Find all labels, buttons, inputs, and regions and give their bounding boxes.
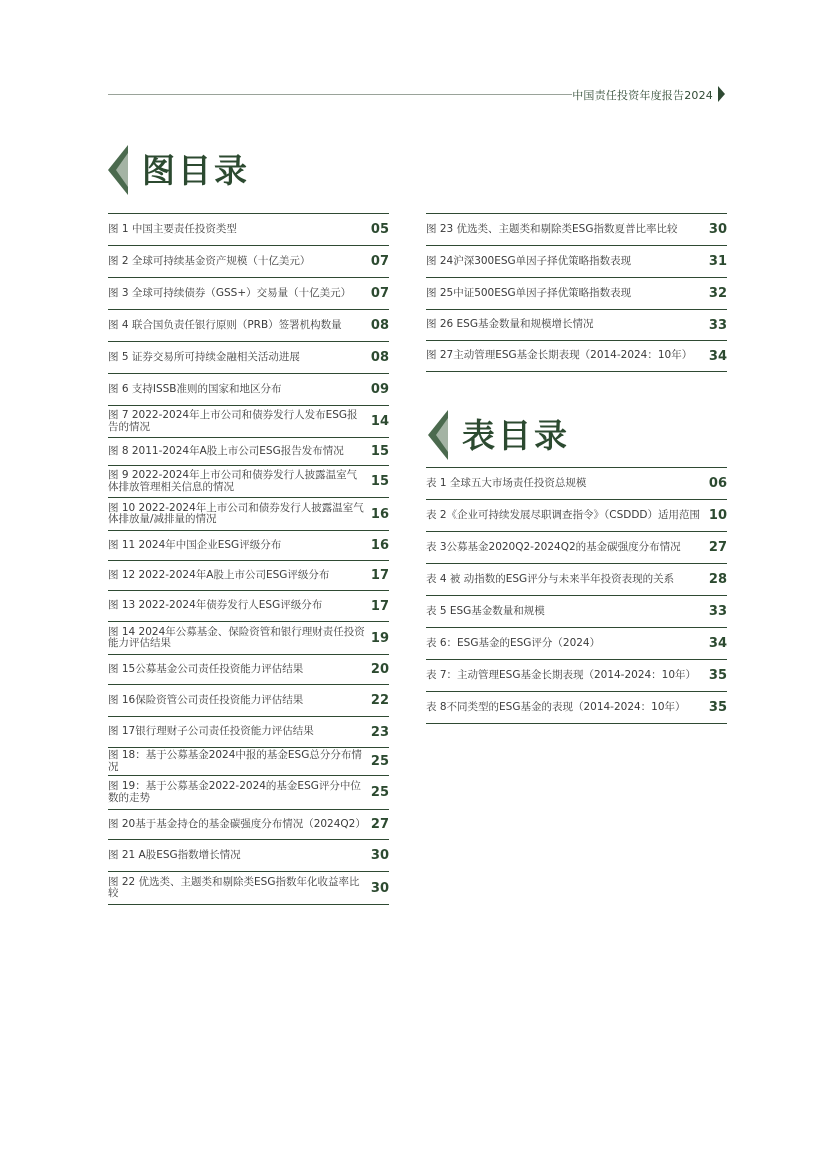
figure-entry[interactable]: [108, 531, 389, 561]
figure-entry-page-number: 30: [370, 848, 389, 863]
figure-entry-label: 图 1 中国主要责任投资类型: [108, 222, 237, 235]
table-entry[interactable]: [426, 564, 727, 596]
figure-entry-page-number: 22: [370, 693, 389, 708]
figure-entry-page-number: 25: [370, 754, 389, 769]
table-entry-page-number: 27: [708, 540, 727, 555]
figure-entry[interactable]: [108, 310, 389, 342]
figure-entry-page-number: 05: [370, 222, 389, 237]
figure-entry-page-number: 27: [370, 817, 389, 832]
figure-entry-label: 图 19：基于公募基金2022-2024的基金ESG评分中位数的走势: [108, 780, 361, 804]
figure-entry-label: 图 15公募基金公司责任投资能力评估结果: [108, 662, 304, 675]
figure-entry-page-number: 15: [370, 444, 389, 459]
figure-entry[interactable]: [108, 840, 389, 872]
figure-entry-label: 图 22 优选类、主题类和剔除类ESG指数年化收益率比较: [108, 875, 360, 899]
figure-entry[interactable]: [108, 622, 389, 655]
figure-entry-page-number: 08: [370, 318, 389, 333]
report-title: 中国责任投资年度报告2024: [572, 89, 713, 102]
table-entry-page-number: 33: [708, 604, 727, 619]
figure-entry-page-number: 17: [370, 568, 389, 583]
figure-entry-label: 图 5 证券交易所可持续金融相关活动进展: [108, 350, 300, 363]
figure-entry-page-number: 14: [370, 414, 389, 429]
figure-entry-page-number: 25: [370, 785, 389, 800]
figure-entry[interactable]: [426, 310, 727, 341]
figure-entry-page-number: 32: [708, 286, 727, 301]
figure-entry[interactable]: [108, 810, 389, 840]
figure-entry-label: 图 6 支持ISSB准则的国家和地区分布: [108, 382, 282, 395]
figure-entry-page-number: 23: [370, 724, 389, 740]
figures-section-heading: [108, 145, 250, 195]
figure-entry-label: 图 12 2022-2024年A股上市公司ESG评级分布: [108, 568, 330, 581]
table-entry-page-number: 35: [708, 700, 727, 715]
table-entry-page-number: 10: [708, 508, 727, 523]
table-entry[interactable]: [426, 628, 727, 660]
figure-entry-page-number: 30: [708, 222, 727, 237]
figure-entry-page-number: 07: [370, 286, 389, 301]
figure-entry-label: 图 9 2022-2024年上市公司和债券发行人披露温室气体排放管理相关信息的情况: [108, 469, 358, 493]
figure-entry-label: 图 24沪深300ESG单因子择优策略指数表现: [426, 254, 632, 267]
table-entry-page-number: 35: [708, 668, 727, 683]
figure-entry[interactable]: [108, 685, 389, 717]
figure-entry-page-number: 34: [708, 348, 727, 364]
table-entry[interactable]: [426, 692, 727, 724]
section-chevron-icon: [428, 410, 448, 460]
figure-entry-page-number: 15: [370, 474, 389, 489]
figure-entry-page-number: 09: [370, 382, 389, 397]
header-rule: [108, 94, 572, 95]
figure-entry-label: 图 11 2024年中国企业ESG评级分布: [108, 538, 282, 551]
figure-entry-page-number: 08: [370, 350, 389, 365]
table-entry[interactable]: [426, 468, 727, 500]
figure-entry-label: 图 2 全球可持续基金资产规模（十亿美元）: [108, 254, 311, 267]
figure-entry-page-number: 17: [370, 598, 389, 614]
figure-entry-label: 图 7 2022-2024年上市公司和债券发行人发布ESG报告的情况: [108, 409, 358, 433]
figure-entry-label: 图 25中证500ESG单因子择优策略指数表现: [426, 286, 632, 299]
table-entry-page-number: 06: [708, 476, 727, 491]
figure-entry[interactable]: [108, 655, 389, 685]
figure-entry-label: 图 26 ESG基金数量和规模增长情况: [426, 318, 594, 331]
table-entry-label: 表 2《企业可持续发展尽职调查指令》（CSDDD）适用范围: [426, 508, 701, 521]
figure-entry[interactable]: [108, 776, 389, 810]
figure-entry[interactable]: [426, 341, 727, 372]
figure-entry[interactable]: [108, 748, 389, 776]
figure-entry[interactable]: [108, 872, 389, 905]
table-entry-page-number: 34: [708, 636, 727, 651]
figure-entry-page-number: 16: [370, 506, 389, 522]
table-entry[interactable]: [426, 500, 727, 532]
table-entry[interactable]: [426, 660, 727, 692]
figure-entry-label: 图 13 2022-2024年债券发行人ESG评级分布: [108, 599, 323, 612]
figure-entry-label: 图 16保险资管公司责任投资能力评估结果: [108, 693, 304, 706]
table-entry-label: 表 8不同类型的ESG基金的表现（2014-2024：10年）: [426, 700, 686, 713]
figure-entry[interactable]: [108, 374, 389, 406]
figure-entry-label: 图 10 2022-2024年上市公司和债券发行人披露温室气体排放量/减排量的情况: [108, 501, 364, 525]
figure-entry-label: 图 8 2011-2024年A股上市公司ESG报告发布情况: [108, 444, 344, 457]
table-entry[interactable]: [426, 596, 727, 628]
figure-entry[interactable]: [108, 246, 389, 278]
figure-list-right: [426, 213, 727, 372]
figure-entry[interactable]: [108, 438, 389, 466]
figure-entry[interactable]: [108, 466, 389, 498]
figure-list-left: [108, 213, 389, 905]
table-list: [426, 467, 727, 724]
table-entry-label: 表 7：主动管理ESG基金长期表现（2014-2024：10年）: [426, 668, 697, 681]
figure-entry-page-number: 33: [708, 317, 727, 333]
table-entry[interactable]: [426, 532, 727, 564]
figure-entry-label: 图 14 2024年公募基金、保险资管和银行理财责任投资能力评估结果: [108, 625, 365, 649]
table-entry-label: 表 6：ESG基金的ESG评分（2024）: [426, 636, 601, 649]
table-entry-label: 表 3公募基金2020Q2-2024Q2的基金碳强度分布情况: [426, 540, 681, 553]
table-entry-label: 表 1 全球五大市场责任投资总规模: [426, 476, 587, 489]
figure-entry-label: 图 27主动管理ESG基金长期表现（2014-2024：10年）: [426, 349, 693, 362]
table-entry-page-number: 28: [708, 572, 727, 587]
figures-section-title: 图目录: [142, 150, 250, 190]
figure-entry[interactable]: [426, 278, 727, 310]
figure-entry-page-number: 20: [370, 662, 389, 677]
figure-entry-page-number: 30: [370, 880, 389, 896]
figure-entry-label: 图 23 优选类、主题类和剔除类ESG指数夏普比率比较: [426, 222, 678, 235]
figure-entry[interactable]: [108, 406, 389, 438]
figure-entry[interactable]: [426, 246, 727, 278]
figure-entry-page-number: 31: [708, 254, 727, 269]
figure-entry[interactable]: [108, 717, 389, 748]
figure-entry[interactable]: [108, 561, 389, 591]
section-chevron-icon: [108, 145, 128, 195]
figure-entry[interactable]: [108, 591, 389, 622]
figure-entry-page-number: 07: [370, 254, 389, 269]
tables-section-title: 表目录: [462, 415, 570, 455]
figure-entry-label: 图 4 联合国负责任银行原则（PRB）签署机构数量: [108, 318, 342, 331]
figure-entry-label: 图 21 A股ESG指数增长情况: [108, 848, 241, 861]
figure-entry-label: 图 17银行理财子公司责任投资能力评估结果: [108, 725, 314, 738]
table-entry-label: 表 4 被 动指数的ESG评分与未来半年投资表现的关系: [426, 572, 675, 585]
figure-entry[interactable]: [108, 278, 389, 310]
figure-entry-label: 图 20基于基金持仓的基金碳强度分布情况（2024Q2）: [108, 817, 366, 830]
tables-section-heading: [428, 410, 570, 460]
chevron-right-icon: [718, 86, 725, 102]
figure-entry[interactable]: [108, 342, 389, 374]
figure-entry-label: 图 18：基于公募基金2024中报的基金ESG总分分布情况: [108, 749, 362, 773]
figure-entry-page-number: 16: [370, 538, 389, 553]
figure-entry[interactable]: [426, 214, 727, 246]
figure-entry[interactable]: [108, 498, 389, 531]
figure-entry[interactable]: [108, 214, 389, 246]
figure-entry-page-number: 19: [370, 630, 389, 646]
figure-entry-label: 图 3 全球可持续债券（GSS+）交易量（十亿美元）: [108, 286, 352, 299]
table-entry-label: 表 5 ESG基金数量和规模: [426, 604, 545, 617]
